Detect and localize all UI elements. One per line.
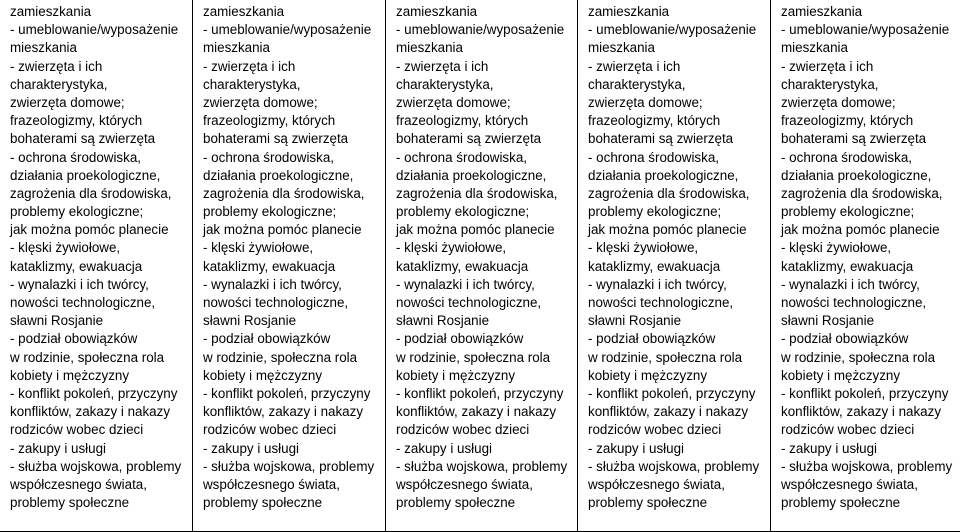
- text-line: problemy ekologiczne;: [203, 204, 337, 220]
- text-line: problemy ekologiczne;: [10, 204, 144, 220]
- text-line: zwierzęta domowe;: [396, 94, 511, 110]
- text-line: bohaterami są zwierzęta: [396, 131, 542, 147]
- text-line: charakterystyka,: [781, 76, 879, 92]
- table-cell-column-5: [771, 0, 960, 532]
- table-cell-column-1: [0, 0, 193, 532]
- cell-text: [193, 3, 385, 512]
- text-line: - zwierzęta i ich: [203, 58, 296, 74]
- cell-text: [386, 3, 577, 512]
- text-line: sławni Rosjanie: [588, 313, 682, 329]
- text-line: konfliktów, zakazy i nakazy: [203, 404, 364, 420]
- text-line: - podział obowiązków: [396, 331, 524, 347]
- text-line: problemy społeczne: [588, 495, 708, 511]
- text-line: zwierzęta domowe;: [781, 94, 896, 110]
- text-line: - podział obowiązków: [10, 331, 138, 347]
- text-line: - klęski żywiołowe,: [396, 240, 507, 256]
- text-line: rodziców wobec dzieci: [588, 422, 722, 438]
- table-cell-column-2: [193, 0, 386, 532]
- text-line: problemy ekologiczne;: [396, 204, 530, 220]
- text-line: - klęski żywiołowe,: [781, 240, 892, 256]
- text-line: problemy ekologiczne;: [588, 204, 722, 220]
- text-line: współczesnego świata,: [396, 476, 533, 492]
- cell-text: [0, 3, 192, 512]
- text-line: kataklizmy, ewakuacja: [396, 258, 529, 274]
- text-line: zagrożenia dla środowiska,: [396, 185, 558, 201]
- table-cell-column-4: [578, 0, 771, 532]
- text-line: problemy ekologiczne;: [781, 204, 915, 220]
- text-line: działania proekologiczne,: [781, 167, 932, 183]
- text-line: - wynalazki i ich twórcy,: [588, 276, 727, 292]
- text-line: w rodzinie, społeczna rola: [588, 349, 743, 365]
- text-line: zagrożenia dla środowiska,: [588, 185, 750, 201]
- text-line: kobiety i mężczyzny: [10, 367, 130, 383]
- text-line: - zwierzęta i ich: [10, 58, 103, 74]
- text-line: nowości technologiczne,: [396, 295, 542, 310]
- text-line: frazeologizmy, których: [781, 113, 914, 129]
- text-line: współczesnego świata,: [203, 476, 340, 492]
- text-line: konfliktów, zakazy i nakazy: [396, 404, 557, 420]
- text-line: - klęski żywiołowe,: [588, 240, 699, 256]
- text-line: problemy społeczne: [396, 495, 516, 511]
- text-line: - zakupy i usługi: [10, 440, 107, 456]
- text-line: - ochrona środowiska,: [203, 149, 334, 165]
- text-line: - umeblowanie/wyposażenie: [10, 22, 179, 38]
- text-line: w rodzinie, społeczna rola: [203, 349, 358, 365]
- text-line: - konflikt pokoleń, przyczyny: [781, 385, 949, 401]
- text-line: jak można pomóc planecie: [10, 222, 169, 238]
- text-line: frazeologizmy, których: [10, 113, 143, 129]
- text-line: - konflikt pokoleń, przyczyny: [10, 385, 178, 401]
- text-line: sławni Rosjanie: [203, 313, 297, 329]
- text-line: - podział obowiązków: [588, 331, 716, 347]
- text-line: problemy społeczne: [10, 495, 130, 511]
- text-line: charakterystyka,: [396, 76, 494, 92]
- text-line: - konflikt pokoleń, przyczyny: [203, 385, 371, 401]
- text-line: - zwierzęta i ich: [781, 58, 874, 74]
- text-line: nowości technologiczne,: [203, 295, 349, 310]
- text-line: zamieszkania: [781, 4, 863, 19]
- text-line: działania proekologiczne,: [396, 167, 547, 183]
- text-line: zagrożenia dla środowiska,: [10, 185, 172, 201]
- text-line: jak można pomóc planecie: [781, 222, 940, 238]
- text-line: charakterystyka,: [588, 76, 686, 92]
- text-line: konfliktów, zakazy i nakazy: [781, 404, 942, 420]
- text-line: konfliktów, zakazy i nakazy: [588, 404, 749, 420]
- text-line: frazeologizmy, których: [588, 113, 721, 129]
- text-line: - służba wojskowa, problemy: [781, 458, 953, 474]
- text-line: - zakupy i usługi: [203, 440, 300, 456]
- text-line: - służba wojskowa, problemy: [396, 458, 568, 474]
- text-line: - zakupy i usługi: [396, 440, 493, 456]
- text-line: zwierzęta domowe;: [10, 94, 125, 110]
- text-line: mieszkania: [396, 40, 463, 56]
- text-line: rodziców wobec dzieci: [10, 422, 144, 438]
- text-line: - konflikt pokoleń, przyczyny: [588, 385, 756, 401]
- text-line: - zwierzęta i ich: [588, 58, 681, 74]
- text-line: jak można pomóc planecie: [588, 222, 747, 238]
- text-line: nowości technologiczne,: [588, 295, 734, 310]
- text-line: bohaterami są zwierzęta: [10, 131, 156, 147]
- text-line: - umeblowanie/wyposażenie: [396, 22, 565, 38]
- text-line: rodziców wobec dzieci: [781, 422, 915, 438]
- text-line: bohaterami są zwierzęta: [781, 131, 927, 147]
- text-line: kobiety i mężczyzny: [781, 367, 901, 383]
- text-line: - służba wojskowa, problemy: [203, 458, 375, 474]
- text-line: - zakupy i usługi: [781, 440, 878, 456]
- text-line: zamieszkania: [10, 4, 92, 19]
- text-line: kataklizmy, ewakuacja: [781, 258, 914, 274]
- cell-text: [578, 3, 770, 512]
- text-line: - podział obowiązków: [781, 331, 909, 347]
- text-line: problemy społeczne: [203, 495, 323, 511]
- text-line: mieszkania: [588, 40, 655, 56]
- text-line: sławni Rosjanie: [10, 313, 104, 329]
- text-line: - umeblowanie/wyposażenie: [781, 22, 950, 38]
- text-line: zagrożenia dla środowiska,: [781, 185, 943, 201]
- text-line: współczesnego świata,: [588, 476, 725, 492]
- text-line: kataklizmy, ewakuacja: [588, 258, 721, 274]
- text-line: zagrożenia dla środowiska,: [203, 185, 365, 201]
- text-line: - ochrona środowiska,: [588, 149, 719, 165]
- text-line: charakterystyka,: [203, 76, 301, 92]
- text-line: - zwierzęta i ich: [396, 58, 489, 74]
- text-line: zwierzęta domowe;: [588, 94, 703, 110]
- text-line: kobiety i mężczyzny: [588, 367, 708, 383]
- text-line: - wynalazki i ich twórcy,: [781, 276, 920, 292]
- text-line: kataklizmy, ewakuacja: [10, 258, 143, 274]
- text-line: - ochrona środowiska,: [781, 149, 912, 165]
- text-line: zamieszkania: [396, 4, 478, 19]
- text-line: - klęski żywiołowe,: [10, 240, 121, 256]
- text-line: - konflikt pokoleń, przyczyny: [396, 385, 564, 401]
- text-line: jak można pomóc planecie: [203, 222, 362, 238]
- text-line: frazeologizmy, których: [396, 113, 529, 129]
- cell-text: [771, 3, 960, 512]
- table-cell-column-3: [386, 0, 578, 532]
- text-line: mieszkania: [203, 40, 270, 56]
- text-line: współczesnego świata,: [10, 476, 147, 492]
- text-line: bohaterami są zwierzęta: [203, 131, 349, 147]
- text-line: zwierzęta domowe;: [203, 94, 318, 110]
- text-line: bohaterami są zwierzęta: [588, 131, 734, 147]
- text-line: - umeblowanie/wyposażenie: [203, 22, 372, 38]
- text-line: mieszkania: [781, 40, 848, 56]
- text-line: sławni Rosjanie: [396, 313, 490, 329]
- text-line: sławni Rosjanie: [781, 313, 875, 329]
- text-line: - klęski żywiołowe,: [203, 240, 314, 256]
- text-line: - służba wojskowa, problemy: [588, 458, 760, 474]
- text-line: rodziców wobec dzieci: [203, 422, 337, 438]
- text-line: frazeologizmy, których: [203, 113, 336, 129]
- text-line: zamieszkania: [588, 4, 670, 19]
- text-line: kataklizmy, ewakuacja: [203, 258, 336, 274]
- text-line: zamieszkania: [203, 4, 285, 19]
- text-line: działania proekologiczne,: [10, 167, 161, 183]
- text-line: w rodzinie, społeczna rola: [396, 349, 551, 365]
- text-line: problemy społeczne: [781, 495, 901, 511]
- text-line: kobiety i mężczyzny: [203, 367, 323, 383]
- text-line: - wynalazki i ich twórcy,: [10, 276, 149, 292]
- text-line: - wynalazki i ich twórcy,: [203, 276, 342, 292]
- text-line: charakterystyka,: [10, 76, 108, 92]
- text-line: - służba wojskowa, problemy: [10, 458, 182, 474]
- text-line: mieszkania: [10, 40, 77, 56]
- text-line: - ochrona środowiska,: [396, 149, 527, 165]
- text-line: działania proekologiczne,: [588, 167, 739, 183]
- text-line: - ochrona środowiska,: [10, 149, 141, 165]
- text-line: w rodzinie, społeczna rola: [781, 349, 936, 365]
- text-line: w rodzinie, społeczna rola: [10, 349, 165, 365]
- text-line: - umeblowanie/wyposażenie: [588, 22, 757, 38]
- text-line: nowości technologiczne,: [10, 295, 156, 310]
- text-line: rodziców wobec dzieci: [396, 422, 530, 438]
- text-line: nowości technologiczne,: [781, 295, 927, 310]
- text-line: jak można pomóc planecie: [396, 222, 555, 238]
- text-line: - wynalazki i ich twórcy,: [396, 276, 535, 292]
- text-line: działania proekologiczne,: [203, 167, 354, 183]
- text-line: konfliktów, zakazy i nakazy: [10, 404, 171, 420]
- text-line: kobiety i mężczyzny: [396, 367, 516, 383]
- text-line: - zakupy i usługi: [588, 440, 685, 456]
- text-line: współczesnego świata,: [781, 476, 918, 492]
- text-line: - podział obowiązków: [203, 331, 331, 347]
